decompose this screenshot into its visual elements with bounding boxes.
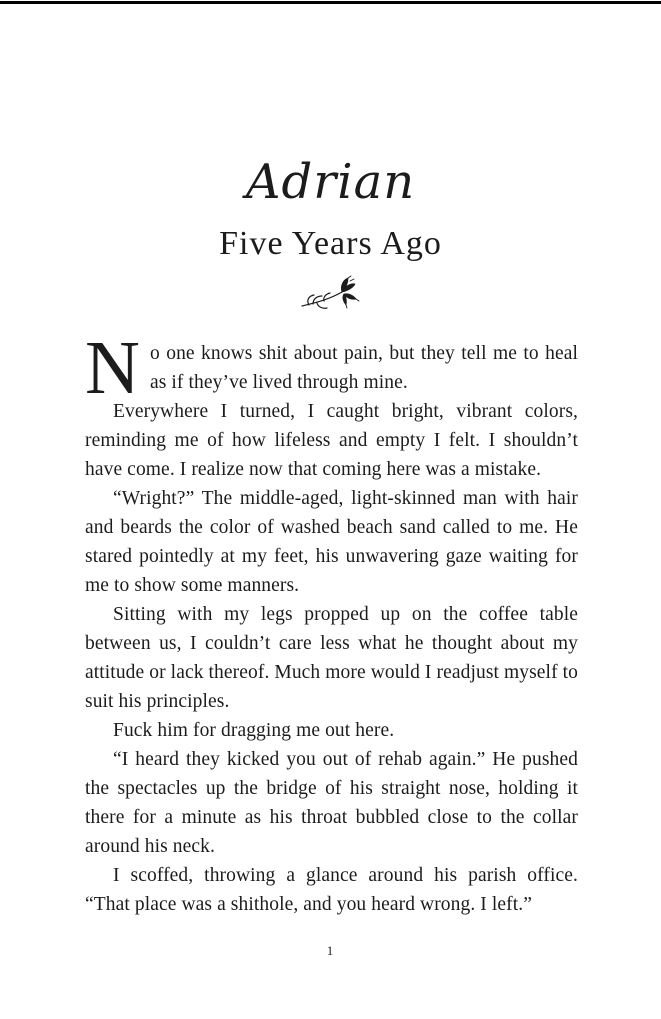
- paragraph: “Wright?” The middle-aged, light-skinned man with hair and beards the color of washed beach sand called to me. He stared pointedly at my feet, his unwavering gaze waiting for me to show some manners.: [85, 488, 578, 597]
- drop-cap: N: [85, 326, 140, 411]
- paragraph: Sitting with my legs propped up on the coffee table between us, I couldn’t care less what he thought about my attitude or lack thereof. Much more would I readjust myself to suit his principles.: [85, 604, 579, 713]
- chapter-title: Adrian: [245, 154, 416, 210]
- paragraph: [85, 326, 578, 411]
- paragraph-text: o one knows shit about pain, but they tell me to heal as if they’ve lived through mine.: [150, 343, 578, 394]
- paragraph: I scoffed, throwing a glance around his parish office. “That place was a shithole, and you heard wrong. I left.”: [85, 865, 578, 916]
- page-number: 1: [326, 943, 335, 958]
- floral-sprig-icon: [0, 275, 661, 315]
- chapter-subtitle: Five Years Ago: [219, 224, 442, 262]
- chapter-header: [0, 0, 661, 315]
- page-top-edge: [0, 1, 661, 4]
- chapter-body: [85, 326, 579, 919]
- paragraph: Everywhere I turned, I caught bright, vibrant colors, reminding me of how lifeless and empty I felt. I shouldn’t have come. I realize now that coming here was a mistake.: [85, 401, 578, 481]
- paragraph: Fuck him for dragging me out here.: [113, 720, 395, 742]
- paragraph: “I heard they kicked you out of rehab again.” He pushed the spectacles up the bridge of his straight nose, holding it there for a minute as his throat bubbled close to the collar around his neck.: [85, 749, 578, 858]
